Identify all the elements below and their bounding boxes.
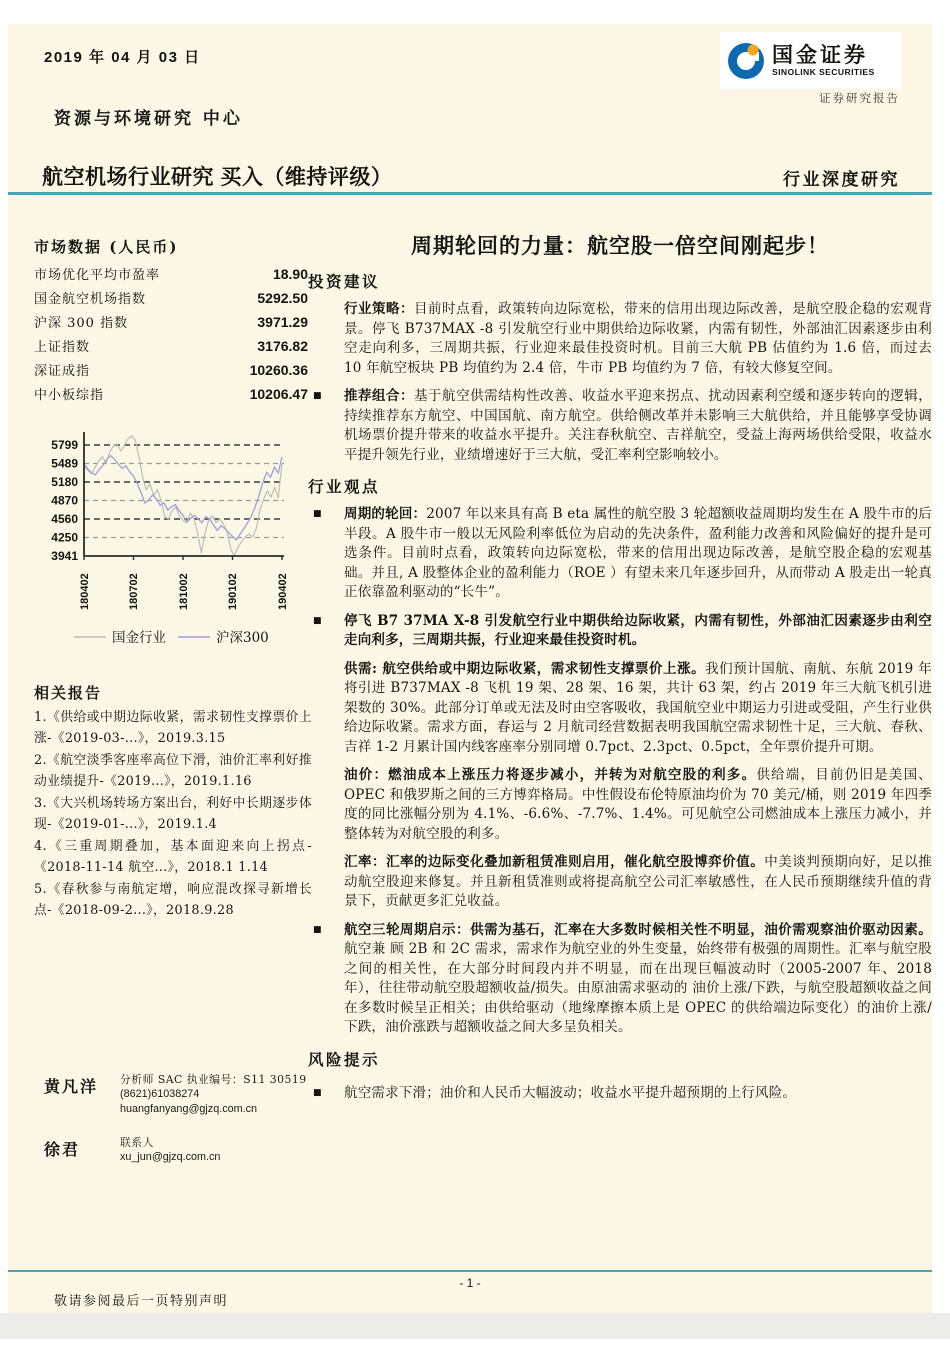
related-report-item: 5.《春秋参与南航定增，响应混改探寻新增长点-《2018-09-2...》，2018.9.28 <box>34 882 312 918</box>
bullet-three-cycle-lessons <box>308 921 932 1038</box>
market-row-label: 上证指数 <box>34 340 91 355</box>
related-report-item: 2.《航空淡季客座率高位下滑，油价汇率利好推动业绩提升-《2019...》，2019.1.16 <box>34 753 312 789</box>
related-report-item: 4.《三重周期叠加，基本面迎来向上拐点-《2018-11-14 航空...》，2018.1 1.14 <box>34 839 312 875</box>
paragraph-text: 目前时点看，政策转向边际宽松，带来的信用出现边际改善，是航空股企稳的宏观背景。停飞 B737MAX -8 引发航空行业中期供给边际收紧，内需有韧性，外部油汇因素逐步由利空走向利多，三周期共振，行业迎来最佳投资时机。目前三大航 PB 估值约为 1.6 倍，而过去 10 年航空板块 PB 均值约为 2.4 倍，牛市 PB 均值约为 7 倍，有较大修复空间。 <box>344 301 933 376</box>
related-report-item: 3.《大兴机场转场方案出台，利好中长期逐步体现-《2019-01-...》，2019.1.4 <box>34 796 312 832</box>
x-tick-label: 180402 <box>79 573 91 610</box>
paragraph-text: 供给端，目前仍旧是美国、OPEC 和俄罗斯之间的三方博弈格局。中性假设布伦特原油均价为 70 美元/桶，则 2019 年四季度的同比涨幅分别为 4.1%、-6.6%、-7.7%、1.4%。可见航空公司燃油成本上涨压力减小，并整体转为对航空股的利多。 <box>344 767 932 842</box>
analyst-email[interactable]: xu_jun@gjzq.com.cn <box>120 1151 221 1163</box>
market-row-label: 深证成指 <box>34 364 91 379</box>
y-tick-label: 4870 <box>51 493 78 508</box>
bullet-marker: ■ <box>313 615 322 626</box>
bullet-marker: ■ <box>313 1087 322 1098</box>
paragraph-exchange-rate <box>308 853 932 912</box>
paragraph-text: 航空兼 顾 2B 和 2C 需求，需求作为航空业的外生变量，始终带有极强的周期性。汇率与航空股之间的相关性，在大部分时间段内并不明显，而在出现巨幅波动时（2005-2007 年、2018 年），往往带动航空股超额收益/损失。由原油需求驱动的 油价上涨/下跌，与航空股超额收益之间在多数时候呈正相关；由供给驱动（地缘摩擦本质上是 OPEC 的供给端边际变化）的油价上涨/下跌，油价涨跌与超额收益之间大多呈负相关。 <box>344 941 932 1035</box>
paragraph-lead: 周期的轮回： <box>344 506 427 522</box>
page-number: - 1 - <box>459 1276 481 1290</box>
market-data-panel <box>34 236 308 408</box>
related-report-item: 1.《供给或中期边际收紧，需求韧性支撑票价上涨-《2019-03-...》，2019.3.15 <box>34 710 312 746</box>
x-tick-label: 181002 <box>178 573 190 610</box>
market-data-row <box>34 264 308 288</box>
sinolink-logo-icon <box>726 41 766 81</box>
brand-name-en: SINOLINK SECURITIES <box>772 67 875 77</box>
paragraph-text: 基于航空供需结构性改善、收益水平迎来拐点、扰动因素利空缓和逐步转向的逻辑，持续推荐东方航空、中国国航、南方航空。供给侧改革并未影响三大航供给，并且能够享受协调机场票价提升带来的收益水平提升。关注春秋航空、吉祥航空，受益上海两场供给受限，收益水平提升领先行业，业绩增速好于三大航，受汇率利空影响较小。 <box>344 388 933 463</box>
report-date: 2019 年 04 月 03 日 <box>44 49 201 66</box>
footer-divider <box>8 1270 932 1272</box>
paragraph-text: 中美谈判预期向好，足以推动航空股迎来修复。并且新租赁准则或将提高航空公司汇率敏感性，在人民币预期继续升值的背景下，贡献更多汇兑收益。 <box>344 854 932 909</box>
y-tick-label: 4250 <box>51 530 78 545</box>
paragraph-text: 我们预计国航、南航、东航 2019 年将引进 B737MAX -8 飞机 19 架、28 架、16 架，共计 63 架，约占 2019 年三大航飞机引进架数的 30%。此部分订单或无法及时由空客吸收，我国航空业中期运力引进或受阻，产生行业供给边际收紧。需求方面，春运与 2 月航司经营数据表明我国航空需求韧性十足，三大航、春秋、吉祥 1-2 月累计国内线客座率分别同增 0.7pct、2.3pct、0.5pct，全年票价提升可期。 <box>344 660 932 755</box>
index-trend-chart <box>26 424 298 656</box>
legend-label-hs300: 沪深300 <box>216 630 269 646</box>
market-row-value: 10260.36 <box>249 362 308 378</box>
market-row-value: 18.90 <box>272 266 308 282</box>
analyst-email[interactable]: huangfanyang@gjzq.com.cn <box>120 1103 258 1115</box>
y-tick-label: 3941 <box>51 549 78 563</box>
footer-disclaimer: 敬请参阅最后一页特别声明 <box>54 1294 229 1309</box>
paragraph-oil-price <box>308 766 932 844</box>
market-row-value: 10206.47 <box>249 386 308 402</box>
brand-name-cn: 国金证券 <box>772 44 868 67</box>
analyst-entry <box>44 1135 310 1165</box>
industry-rating-title: 航空机场行业研究 买入（维持评级） <box>42 166 393 189</box>
paragraph-lead: 停飞 B7 37MA X-8 引发航空行业中期供给边际收紧，内需有韧性，外部油汇因素逐步由利空走向利多，三周期共振，行业迎来最佳投资时机。 <box>344 612 932 648</box>
bullet-risk <box>308 1084 932 1104</box>
analyst-phone: (8621)61038274 <box>120 1088 200 1100</box>
paragraph-lead: 油价：燃油成本上涨压力将逐步减小，并转为对航空股的利多。 <box>344 767 757 783</box>
paragraph-lead: 航空三轮周期启示：供需为基石，汇率在大多数时候相关性不明显，油价需观察油价驱动因素。 <box>344 921 932 938</box>
report-headline: 周期轮回的力量：航空股一倍空间刚起步！ <box>411 233 829 258</box>
market-row-label: 中小板综指 <box>34 388 105 403</box>
series-line-hs300 <box>84 456 282 540</box>
paragraph-lead: 汇率：汇率的边际变化叠加新租赁准则启用，催化航空股博弈价值。 <box>344 854 765 870</box>
market-row-value: 3971.29 <box>257 314 308 330</box>
brand-logo <box>720 32 901 89</box>
report-type-label: 行业深度研究 <box>783 170 900 190</box>
market-row-label: 沪深 300 指数 <box>34 316 129 331</box>
section-heading-investment-advice: 投资建议 <box>308 272 381 291</box>
section-heading-risk: 风险提示 <box>308 1049 381 1069</box>
legend-label-guojin: 国金行业 <box>112 630 166 646</box>
bullet-b737max-grounding <box>308 612 932 651</box>
paragraph-industry-strategy <box>308 300 932 378</box>
market-data-row <box>34 384 308 408</box>
paragraph-supply-demand <box>308 660 932 758</box>
paragraph-lead: 供需: 航空供给或中期边际收紧，需求韧性支撑票价上涨。 <box>344 660 706 677</box>
analysts-panel <box>44 1072 310 1183</box>
bullet-recommended-portfolio <box>308 387 932 465</box>
market-row-label: 国金航空机场指数 <box>34 292 147 307</box>
y-tick-label: 4560 <box>51 512 78 526</box>
bullet-marker: ■ <box>313 391 322 401</box>
paragraph-lead: 行业策略： <box>344 301 415 317</box>
analyst-entry <box>44 1072 310 1117</box>
market-data-row <box>34 312 308 336</box>
market-data-row <box>34 288 308 312</box>
related-reports-panel <box>34 682 312 923</box>
report-page <box>8 24 932 1313</box>
header-divider <box>8 192 932 195</box>
bottom-gray-strip <box>0 1313 950 1339</box>
paragraph-text: 航空需求下滑；油价和人民币大幅波动；收益水平提升超预期的上行风险。 <box>344 1084 797 1101</box>
paragraph-lead: 推荐组合： <box>344 388 415 404</box>
market-row-value: 5292.50 <box>257 290 308 306</box>
analyst-role: 联系人 <box>120 1136 154 1149</box>
market-row-label: 市场优化平均市盈率 <box>34 268 161 283</box>
market-data-title: 市场数据 (人民币) <box>34 238 179 256</box>
related-reports-title: 相关报告 <box>34 684 103 702</box>
report-body <box>308 230 932 1112</box>
report-tag: 证券研究报告 <box>819 91 900 105</box>
x-tick-label: 180702 <box>128 573 140 610</box>
section-heading-industry-view: 行业观点 <box>308 477 381 496</box>
market-data-row <box>34 360 308 384</box>
market-data-row <box>34 336 308 360</box>
y-tick-label: 5489 <box>51 456 78 471</box>
x-tick-label: 190402 <box>277 573 289 610</box>
paragraph-text: 2007 年以来具有高 B eta 属性的航空股 3 轮超额收益周期均发生在 A 股牛市的后半段。A 股牛市一般以无风险利率低位为启动的先决条件，盈利能力改善和风险偏好的提升是可选条件。目前时点看，政策转向边际宽松，带来的信用出现边际改善，是航空股企稳的宏观基础。并且, A 股整体企业的盈利能力（ROE ）有望未来几年逐步回升，从而带动 A 股走出一轮真正依靠盈利驱动的“长牛”。 <box>344 506 933 600</box>
x-tick-label: 190102 <box>227 573 239 610</box>
bullet-cycle-return <box>308 505 932 603</box>
analyst-name: 徐君 <box>44 1140 81 1159</box>
department-name: 资源与环境研究 中心 <box>54 109 243 129</box>
analyst-role: 分析师 SAC 执业编号：S11 30519 <box>120 1073 307 1086</box>
y-tick-label: 5180 <box>51 475 78 489</box>
analyst-name: 黄凡洋 <box>44 1077 99 1096</box>
market-row-value: 3176.82 <box>257 338 308 354</box>
bullet-marker: ■ <box>313 509 322 519</box>
bullet-marker: ■ <box>313 924 322 935</box>
y-tick-label: 5799 <box>51 438 78 452</box>
